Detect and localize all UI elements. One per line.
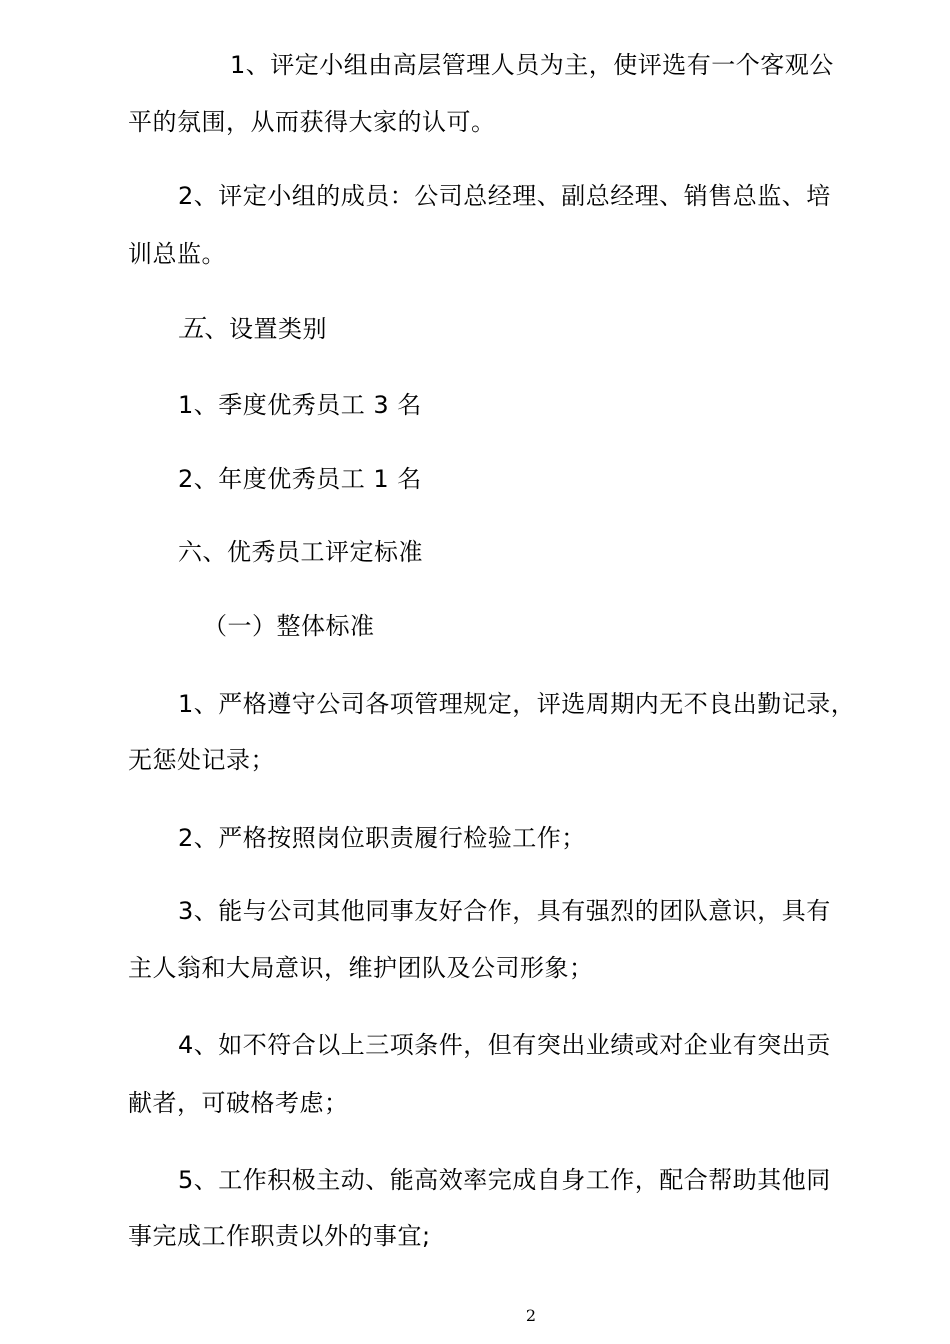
text-line: 训总监。 bbox=[128, 240, 226, 268]
text-line: 1、严格遵守公司各项管理规定，评选周期内无不良出勤记录， bbox=[178, 690, 856, 718]
text-line: 献者，可破格考虑； bbox=[128, 1089, 349, 1117]
text-line: 4、如不符合以上三项条件，但有突出业绩或对企业有突出贡 bbox=[178, 1031, 831, 1059]
text-line: 1、季度优秀员工 3 名 bbox=[178, 391, 422, 419]
section-heading: 六、优秀员工评定标准 bbox=[178, 538, 423, 566]
text-line: 主人翁和大局意识，维护团队及公司形象； bbox=[128, 954, 594, 982]
text-line: 平的氛围，从而获得大家的认可。 bbox=[128, 108, 496, 136]
text-line: 事完成工作职责以外的事宜; bbox=[128, 1222, 431, 1250]
text-line: 3、能与公司其他同事友好合作，具有强烈的团队意识，具有 bbox=[178, 897, 831, 925]
text-line: 1、评定小组由高层管理人员为主，使评选有一个客观公 bbox=[230, 51, 834, 79]
section-title: 、设置类别 bbox=[204, 315, 328, 343]
text-line: 2、严格按照岗位职责履行检验工作； bbox=[178, 824, 586, 852]
section-heading bbox=[178, 313, 327, 345]
text-line: 2、年度优秀员工 1 名 bbox=[178, 465, 422, 493]
section-number: 五 bbox=[178, 314, 205, 344]
text-line: 5、工作积极主动、能高效率完成自身工作，配合帮助其他同 bbox=[178, 1166, 831, 1194]
text-line: 无惩处记录； bbox=[128, 746, 275, 774]
subsection-heading: （一）整体标准 bbox=[203, 612, 375, 640]
page-number: 2 bbox=[525, 1306, 537, 1325]
text-line: 2、评定小组的成员：公司总经理、副总经理、销售总监、培 bbox=[178, 182, 831, 210]
